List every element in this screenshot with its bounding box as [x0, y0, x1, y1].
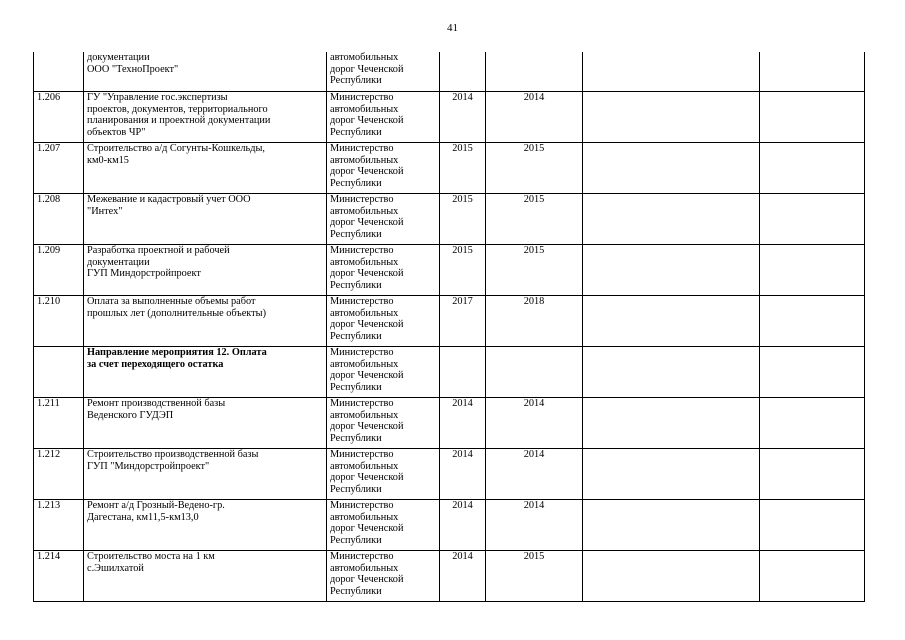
row-number-cell: 1.208	[34, 194, 84, 245]
empty-cell	[583, 398, 760, 449]
responsible-org-cell: Министерство автомобильных дорог Чеченской Республики	[327, 194, 440, 245]
start-year-cell: 2014	[440, 398, 486, 449]
responsible-org-cell: Министерство автомобильных дорог Чеченской Республики	[327, 347, 440, 398]
table-row	[34, 245, 865, 296]
responsible-org-cell: Министерство автомобильных дорог Чеченской Республики	[327, 245, 440, 296]
empty-cell	[760, 143, 865, 194]
responsible-org-cell: Министерство автомобильных дорог Чеченской Республики	[327, 296, 440, 347]
start-year-cell: 2014	[440, 551, 486, 602]
end-year-cell: 2015	[486, 551, 583, 602]
empty-cell	[583, 92, 760, 143]
empty-cell	[760, 347, 865, 398]
responsible-org-cell: Министерство автомобильных дорог Чеченской Республики	[327, 143, 440, 194]
row-number-cell	[34, 347, 84, 398]
empty-cell	[760, 449, 865, 500]
responsible-org-cell: Министерство автомобильных дорог Чеченской Республики	[327, 449, 440, 500]
empty-cell	[583, 143, 760, 194]
row-number-cell: 1.211	[34, 398, 84, 449]
empty-cell	[583, 551, 760, 602]
empty-cell	[583, 194, 760, 245]
measure-description-cell: Направление мероприятия 12. Оплата за счет переходящего остатка	[84, 347, 327, 398]
measure-description-cell: Строительство производственной базы ГУП "Миндорстройпроект"	[84, 449, 327, 500]
empty-cell	[583, 296, 760, 347]
table-row	[34, 551, 865, 602]
empty-cell	[583, 500, 760, 551]
end-year-cell: 2015	[486, 143, 583, 194]
empty-cell	[583, 347, 760, 398]
row-number-cell: 1.214	[34, 551, 84, 602]
responsible-org-cell: автомобильных дорог Чеченской Республики	[327, 52, 440, 92]
start-year-cell	[440, 347, 486, 398]
responsible-org-cell: Министерство автомобильных дорог Чеченской Республики	[327, 551, 440, 602]
empty-cell	[760, 398, 865, 449]
measure-description-cell: документации ООО "ТехноПроект"	[84, 52, 327, 92]
measure-description-cell: Оплата за выполненные объемы работ прошлых лет (дополнительные объекты)	[84, 296, 327, 347]
empty-cell	[760, 296, 865, 347]
start-year-cell: 2015	[440, 143, 486, 194]
measure-description-cell: Разработка проектной и рабочей документации ГУП Миндорстройпроект	[84, 245, 327, 296]
end-year-cell: 2014	[486, 398, 583, 449]
start-year-cell: 2014	[440, 92, 486, 143]
measure-description-cell: Межевание и кадастровый учет ООО "Интех"	[84, 194, 327, 245]
measure-description-cell: ГУ "Управление гос.экспертизы проектов, документов, территориального планирования и проектной документации объектов ЧР"	[84, 92, 327, 143]
table-row	[34, 347, 865, 398]
end-year-cell: 2018	[486, 296, 583, 347]
row-number-cell: 1.212	[34, 449, 84, 500]
row-number-cell	[34, 52, 84, 92]
measure-description-cell: Строительство моста на 1 км с.Эшилхатой	[84, 551, 327, 602]
row-number-cell: 1.206	[34, 92, 84, 143]
responsible-org-cell: Министерство автомобильных дорог Чеченской Республики	[327, 500, 440, 551]
table-row	[34, 143, 865, 194]
table-row	[34, 296, 865, 347]
empty-cell	[760, 500, 865, 551]
page-number: 41	[447, 22, 458, 34]
start-year-cell	[440, 52, 486, 92]
end-year-cell	[486, 52, 583, 92]
empty-cell	[760, 551, 865, 602]
table-row	[34, 52, 865, 92]
table-row	[34, 194, 865, 245]
start-year-cell: 2017	[440, 296, 486, 347]
row-number-cell: 1.213	[34, 500, 84, 551]
row-number-cell: 1.210	[34, 296, 84, 347]
empty-cell	[583, 449, 760, 500]
end-year-cell: 2014	[486, 500, 583, 551]
responsible-org-cell: Министерство автомобильных дорог Чеченской Республики	[327, 398, 440, 449]
table-row	[34, 500, 865, 551]
table-row	[34, 92, 865, 143]
start-year-cell: 2015	[440, 194, 486, 245]
end-year-cell: 2014	[486, 92, 583, 143]
end-year-cell: 2015	[486, 245, 583, 296]
measure-description-cell: Ремонт а/д Грозный-Ведено-гр. Дагестана, км11,5-км13,0	[84, 500, 327, 551]
table-row	[34, 449, 865, 500]
start-year-cell: 2014	[440, 500, 486, 551]
empty-cell	[760, 52, 865, 92]
empty-cell	[583, 52, 760, 92]
empty-cell	[760, 194, 865, 245]
row-number-cell: 1.207	[34, 143, 84, 194]
measure-description-cell: Ремонт производственной базы Веденского ГУДЭП	[84, 398, 327, 449]
empty-cell	[760, 92, 865, 143]
responsible-org-cell: Министерство автомобильных дорог Чеченской Республики	[327, 92, 440, 143]
empty-cell	[760, 245, 865, 296]
end-year-cell	[486, 347, 583, 398]
table-row	[34, 398, 865, 449]
end-year-cell: 2015	[486, 194, 583, 245]
end-year-cell: 2014	[486, 449, 583, 500]
start-year-cell: 2015	[440, 245, 486, 296]
start-year-cell: 2014	[440, 449, 486, 500]
measure-description-cell: Строительство а/д Согунты-Кошкельды, км0-км15	[84, 143, 327, 194]
row-number-cell: 1.209	[34, 245, 84, 296]
empty-cell	[583, 245, 760, 296]
measures-table	[33, 52, 865, 602]
